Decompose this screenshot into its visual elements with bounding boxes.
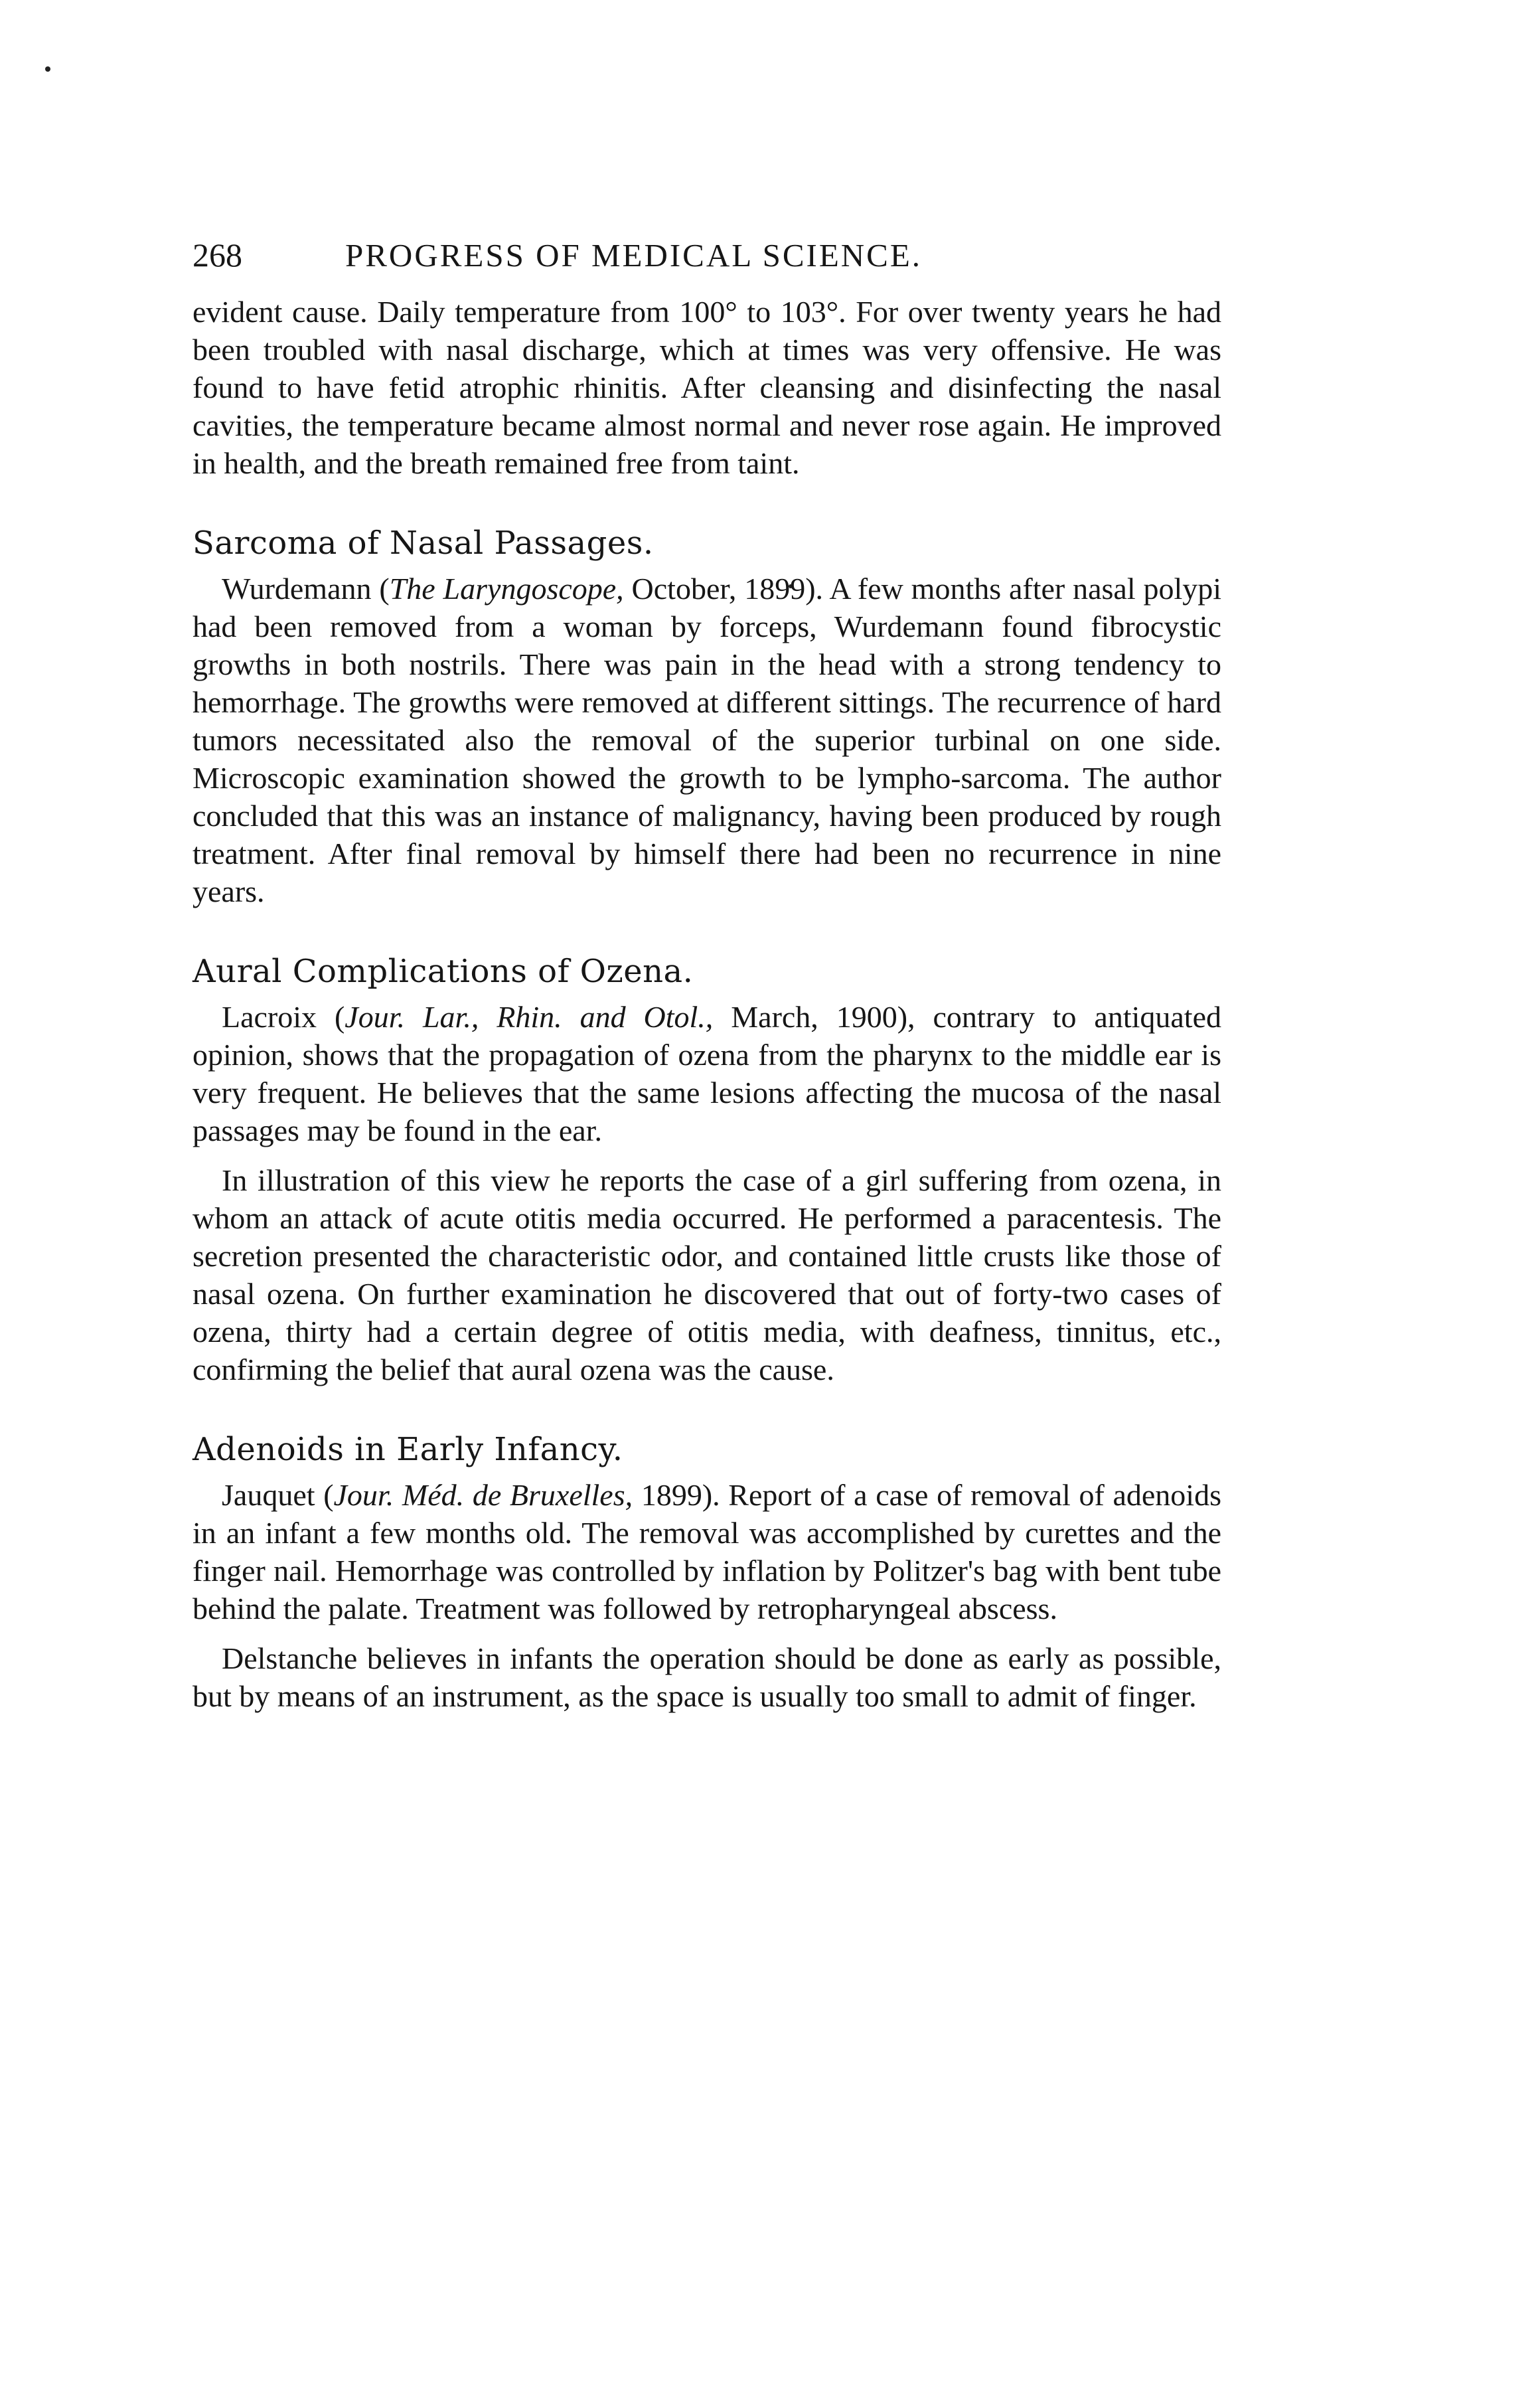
- paragraph-text: Delstanche believes in infants the operation should be done as early as possible, but by means of an instrument, as the space is usually too small to admit of finger.: [193, 1641, 1221, 1713]
- paragraph: [193, 1476, 1221, 1627]
- paragraph-lead: Wurdemann (: [222, 572, 390, 606]
- paragraph-lead: Lacroix (: [222, 1000, 345, 1034]
- paragraph: [193, 1639, 1221, 1715]
- journal-citation: Jour. Méd. de Bruxelles,: [333, 1478, 633, 1512]
- section-sarcoma: [193, 522, 1221, 910]
- running-title: PROGRESS OF MEDICAL SCIENCE.: [345, 237, 923, 274]
- paragraph: [193, 998, 1221, 1149]
- journal-citation: Jour. Lar., Rhin. and Otol.,: [345, 1000, 714, 1034]
- paragraph: [193, 1161, 1221, 1388]
- running-header: [193, 236, 1221, 289]
- journal-citation: The Laryngoscope,: [389, 572, 624, 606]
- stray-ink-dot: [45, 66, 50, 72]
- paragraph-lead: Jauquet (: [222, 1478, 334, 1512]
- paragraph-text: March, 1900), contrary to antiquated opinion, shows that the propagation of ozena from the pharynx to the middle ear is very frequent. He believes that the same lesions affecting the mucosa of the nasal passages may be found in the ear.: [193, 1000, 1221, 1147]
- page-content: [193, 236, 1221, 1715]
- continued-paragraph: evident cause. Daily temperature from 100° to 103°. For over twenty years he had been troubled with nasal discharge, which at times was very offensive. He was found to have fetid atrophic rhinitis. After cleansing and disinfecting the nasal cavities, the temperature became almost normal and never rose again. He improved in health, and the breath remained free from taint.: [193, 295, 1221, 480]
- section-heading: Sarcoma of Nasal Passages.: [193, 525, 654, 562]
- section-heading: Adenoids in Early Infancy.: [193, 1431, 623, 1468]
- section-heading: Aural Complications of Ozena.: [193, 953, 694, 990]
- section-adenoids: [193, 1428, 1221, 1715]
- paragraph-text: In illustration of this view he reports the case of a girl suffering from ozena, in whom an attack of acute otitis media occurred. He performed a paracentesis. The secretion presented the characteristic odor, and contained little crusts like those of nasal ozena. On further examination he discovered that out of forty-two cases of ozena, thirty had a certain degree of otitis media, with deafness, tinnitus, etc., confirming the belief that aural ozena was the cause.: [193, 1163, 1221, 1386]
- paragraph-text: 1899). Report of a case of removal of adenoids in an infant a few months old. The removal was accomplished by curettes and the finger nail. Hemorrhage was controlled by inflation by Politzer's bag with bent tube behind the palate. Treatment was followed by retropharyngeal abscess.: [193, 1478, 1221, 1625]
- paragraph-text: October, 1899). A few months after nasal polypi had been removed from a woman by forceps, Wurdemann found fibrocystic growths in both nostrils. There was pain in the head with a strong tendency to hemorrhage. The growths were removed at different sittings. The recurrence of hard tumors necessitated also the removal of the superior turbinal on one side. Microscopic examination showed the growth to be lympho-sarcoma. The author concluded that this was an instance of malignancy, having been produced by rough treatment. After final removal by himself there had been no recurrence in nine years.: [193, 572, 1222, 908]
- page-number: 268: [193, 236, 242, 274]
- paragraph: [193, 570, 1221, 910]
- section-aural-complications: [193, 950, 1221, 1388]
